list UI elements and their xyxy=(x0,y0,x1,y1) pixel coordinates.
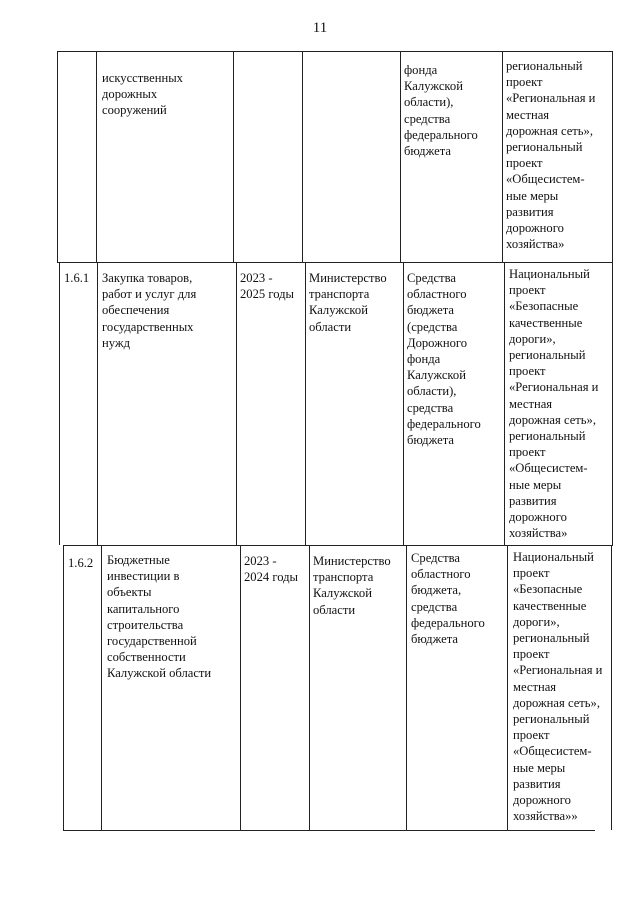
cell-line: развития xyxy=(509,493,557,508)
cell-line: сооружений xyxy=(102,103,167,118)
cell-line: государственных xyxy=(102,319,194,334)
cell-line: Министерство xyxy=(309,271,387,285)
cell-line: работ и услуг для xyxy=(102,287,197,302)
col-border-r3-2 xyxy=(240,545,241,830)
cell-line: Калужской области xyxy=(107,666,212,681)
col-border-r3-0 xyxy=(63,545,64,830)
cell-line: проект xyxy=(506,156,543,171)
row-divider-1 xyxy=(57,262,613,263)
cell-line: транспорта xyxy=(313,570,374,585)
col-border-r3-1 xyxy=(101,545,102,830)
cell-line: региональный xyxy=(506,140,583,155)
cell-line: Калужской xyxy=(404,79,463,94)
cell-line: «Общесистем- xyxy=(509,461,588,476)
funding-source-cell xyxy=(407,270,503,448)
cell-line: проект xyxy=(506,75,543,90)
activity-name-cell xyxy=(102,70,230,119)
cell-line: строительства xyxy=(107,617,184,632)
cell-line: федерального xyxy=(404,127,478,142)
cell-line: качественные xyxy=(509,315,583,330)
cell-line: государственной xyxy=(107,634,197,649)
activity-name-cell xyxy=(107,552,239,682)
cell-line: региональный xyxy=(513,712,590,727)
cell-line: «Общесистем- xyxy=(513,744,592,759)
col-border-r1-6 xyxy=(612,51,613,262)
cell-line: дорожных xyxy=(102,87,158,102)
cell-line: 2023 - xyxy=(240,271,273,285)
table-bottom-border xyxy=(63,830,595,831)
cell-line: транспорта xyxy=(309,287,370,302)
row-number-cell xyxy=(68,555,100,571)
col-border-r2-0 xyxy=(59,262,60,545)
cell-line: проект xyxy=(513,566,550,581)
cell-line: области), xyxy=(407,384,457,399)
cell-line: проект xyxy=(513,647,550,662)
row-divider-2 xyxy=(63,545,613,546)
col-border-r1-3 xyxy=(302,51,303,262)
project-cell xyxy=(509,266,611,541)
cell-line: дорожная сеть», xyxy=(513,695,600,710)
cell-line: федерального xyxy=(407,416,481,431)
cell-line: Средства xyxy=(407,271,456,285)
col-border-r1-0 xyxy=(57,51,58,262)
cell-line: Калужской xyxy=(313,586,372,601)
cell-line: средства xyxy=(407,400,454,415)
cell-line: ные меры xyxy=(506,188,559,203)
col-border-r1-5 xyxy=(502,51,503,262)
cell-line: 1.6.1 xyxy=(64,271,90,285)
cell-line: 2023 - xyxy=(244,554,277,568)
cell-line: развития xyxy=(513,776,561,791)
cell-line: Дорожного xyxy=(407,335,468,350)
cell-line: «Безопасные xyxy=(509,299,579,314)
cell-line: дорожного xyxy=(509,510,567,525)
cell-line: дороги», xyxy=(513,614,560,629)
col-border-r1-4 xyxy=(400,51,401,262)
cell-line: дорожного xyxy=(506,221,564,236)
cell-line: бюджета xyxy=(407,433,454,448)
cell-line: инвестиции в xyxy=(107,569,180,584)
cell-line: 2024 годы xyxy=(244,570,298,585)
cell-line: средства xyxy=(411,599,458,614)
cell-line: ные меры xyxy=(509,477,562,492)
cell-line: «Региональная и xyxy=(509,380,599,395)
cell-line: федерального xyxy=(411,615,485,630)
cell-line: «Региональная и xyxy=(513,663,603,678)
cell-line: области xyxy=(313,602,356,617)
cell-line: местная xyxy=(513,679,557,694)
cell-line: объекты xyxy=(107,585,152,600)
col-border-r3-4 xyxy=(406,545,407,830)
col-border-r3-5 xyxy=(507,545,508,830)
col-border-r2-3 xyxy=(305,262,306,545)
col-border-r3-3 xyxy=(309,545,310,830)
cell-line: хозяйства» xyxy=(506,237,565,252)
cell-line: региональный xyxy=(509,348,586,363)
col-border-r2-1 xyxy=(97,262,98,545)
cell-line: Национальный xyxy=(509,267,590,281)
cell-line: области xyxy=(309,319,352,334)
cell-line: местная xyxy=(509,396,553,411)
period-cell xyxy=(244,553,308,585)
cell-line: Министерство xyxy=(313,554,391,568)
col-border-r2-4 xyxy=(403,262,404,545)
cell-line: дорожного xyxy=(513,793,571,808)
cell-line: дорожная сеть», xyxy=(506,123,593,138)
cell-line: капитального xyxy=(107,601,180,616)
cell-line: Национальный xyxy=(513,550,594,564)
cell-line: Калужской xyxy=(407,368,466,383)
cell-line: бюджета xyxy=(404,144,451,159)
project-cell xyxy=(513,549,610,824)
project-cell xyxy=(506,58,610,252)
activity-name-cell xyxy=(102,270,234,351)
cell-line: проект xyxy=(509,445,546,460)
funding-source-cell xyxy=(411,550,506,647)
cell-line: региональный xyxy=(506,59,583,73)
cell-line: нужд xyxy=(102,335,130,350)
col-border-r2-2 xyxy=(236,262,237,545)
table-top-border xyxy=(57,51,613,52)
cell-line: дороги», xyxy=(509,331,556,346)
cell-line: бюджета, xyxy=(411,583,462,598)
col-border-r2-6 xyxy=(612,262,613,545)
executor-cell xyxy=(309,270,403,335)
page-number: 11 xyxy=(312,20,328,36)
cell-line: проект xyxy=(509,364,546,379)
cell-line: Калужской xyxy=(309,303,368,318)
cell-line: области), xyxy=(404,95,454,110)
cell-line: региональный xyxy=(513,631,590,646)
cell-line: фонда xyxy=(404,63,438,77)
cell-line: средства xyxy=(404,111,451,126)
funding-source-cell xyxy=(404,62,500,159)
cell-line: бюджета xyxy=(411,632,458,647)
cell-line: областного xyxy=(411,567,471,582)
cell-line: проект xyxy=(509,283,546,298)
cell-line: региональный xyxy=(509,429,586,444)
col-border-r2-5 xyxy=(504,262,505,545)
cell-line: хозяйства» xyxy=(509,526,568,541)
cell-line: фонда xyxy=(407,352,441,367)
cell-line: Бюджетные xyxy=(107,553,170,567)
cell-line: качественные xyxy=(513,598,587,613)
cell-line: 2025 годы xyxy=(240,287,294,302)
cell-line: дорожная сеть», xyxy=(509,412,596,427)
cell-line: 1.6.2 xyxy=(68,556,94,570)
cell-line: проект xyxy=(513,728,550,743)
row-number-cell xyxy=(64,270,96,286)
cell-line: развития xyxy=(506,204,554,219)
cell-line: местная xyxy=(506,107,550,122)
cell-line: хозяйства»» xyxy=(513,809,578,824)
cell-line: «Общесистем- xyxy=(506,172,585,187)
cell-line: Средства xyxy=(411,551,460,565)
cell-line: (средства xyxy=(407,319,458,334)
cell-line: собственности xyxy=(107,650,186,665)
executor-cell xyxy=(313,553,406,618)
cell-line: искусственных xyxy=(102,71,183,85)
col-border-r1-2 xyxy=(233,51,234,262)
cell-line: областного xyxy=(407,287,467,302)
cell-line: «Безопасные xyxy=(513,582,583,597)
period-cell xyxy=(240,270,304,302)
col-border-r3-6 xyxy=(611,545,612,830)
cell-line: бюджета xyxy=(407,303,454,318)
cell-line: обеспечения xyxy=(102,303,170,318)
col-border-r1-1 xyxy=(96,51,97,262)
cell-line: «Региональная и xyxy=(506,91,596,106)
cell-line: ные меры xyxy=(513,760,566,775)
cell-line: Закупка товаров, xyxy=(102,271,193,285)
